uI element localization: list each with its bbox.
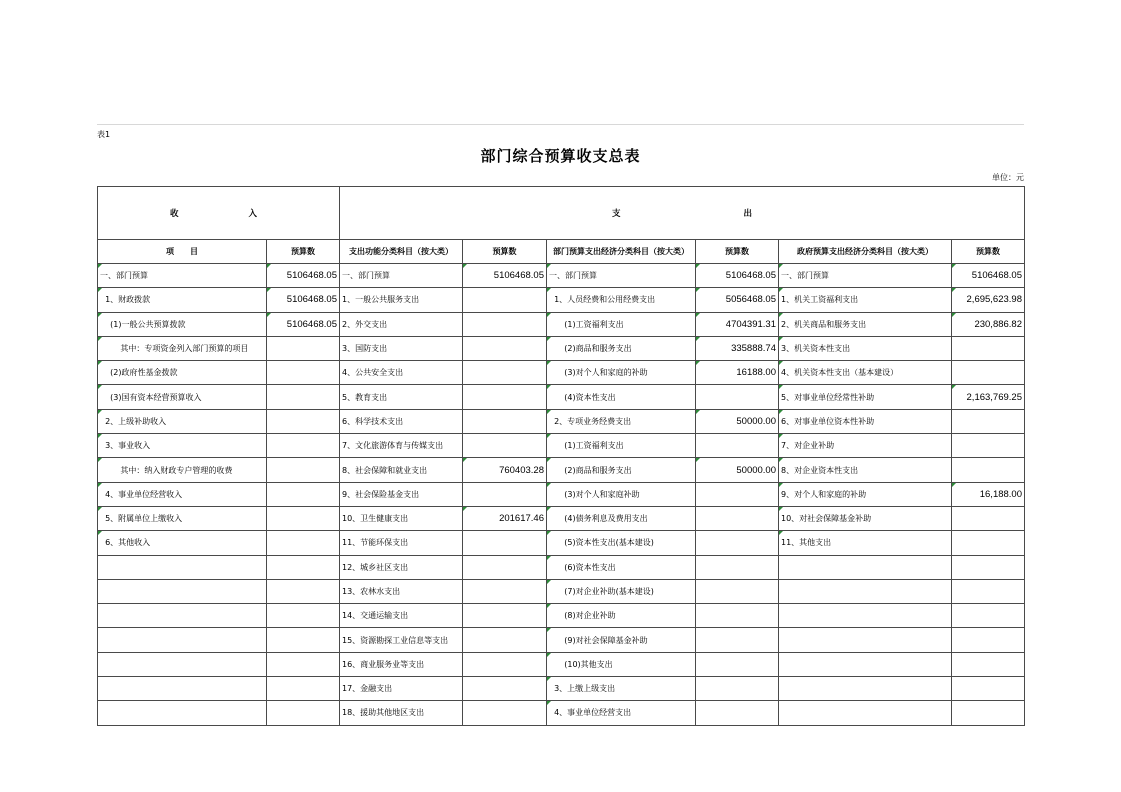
- table-label: 表1: [97, 130, 111, 139]
- budget-cell: [952, 458, 1025, 482]
- budget-cell: [463, 409, 547, 433]
- budget-cell: [952, 555, 1025, 579]
- budget-cell: [696, 385, 779, 409]
- income-header-char-2: 入: [248, 209, 257, 219]
- budget-cell: [696, 677, 779, 701]
- table-row: [98, 482, 1025, 506]
- budget-cell: [696, 628, 779, 652]
- sheet-top-border: [97, 124, 1024, 125]
- item-cell: 6、其他收入: [98, 531, 267, 555]
- col-header-budget: 预算数: [267, 240, 340, 264]
- budget-cell: [463, 434, 547, 458]
- item-cell: 1、机关工资福利支出: [779, 288, 952, 312]
- item-cell: 8、对企业资本性支出: [779, 458, 952, 482]
- item-cell: (1)一般公共预算拨款: [98, 312, 267, 336]
- table-row: [98, 531, 1025, 555]
- item-cell: 一、部门预算: [779, 264, 952, 288]
- budget-cell: [952, 604, 1025, 628]
- budget-cell: [463, 531, 547, 555]
- table-body: [98, 264, 1025, 726]
- budget-cell: [267, 701, 340, 725]
- table-row: [98, 604, 1025, 628]
- expense-header-char-1: 支: [612, 209, 621, 219]
- budget-cell: 5056468.05: [696, 288, 779, 312]
- item-cell: (9)对社会保障基金补助: [547, 628, 696, 652]
- budget-cell: [267, 434, 340, 458]
- budget-cell: 50000.00: [696, 458, 779, 482]
- table-row: [98, 677, 1025, 701]
- item-cell: [779, 677, 952, 701]
- item-cell: 18、援助其他地区支出: [340, 701, 463, 725]
- item-cell: 3、上缴上级支出: [547, 677, 696, 701]
- budget-cell: [463, 336, 547, 360]
- item-cell: (2)商品和服务支出: [547, 458, 696, 482]
- item-cell: 5、对事业单位经常性补助: [779, 385, 952, 409]
- item-cell: 5、附属单位上缴收入: [98, 506, 267, 530]
- item-cell: (3)对个人和家庭的补助: [547, 361, 696, 385]
- page-title: 部门综合预算收支总表: [480, 147, 641, 165]
- item-cell: 4、公共安全支出: [340, 361, 463, 385]
- item-cell: 10、对社会保障基金补助: [779, 506, 952, 530]
- income-header-char-1: 收: [170, 209, 179, 219]
- expense-header: [340, 187, 1025, 240]
- budget-cell: 335888.74: [696, 336, 779, 360]
- budget-cell: 16188.00: [696, 361, 779, 385]
- item-cell: 11、其他支出: [779, 531, 952, 555]
- budget-cell: [952, 652, 1025, 676]
- item-cell: 4、机关资本性支出（基本建设）: [779, 361, 952, 385]
- expense-header-char-2: 出: [743, 209, 752, 219]
- item-cell: [779, 604, 952, 628]
- col-header-dept-econ: 部门预算支出经济分类科目（按大类）: [547, 240, 696, 264]
- budget-cell: [267, 652, 340, 676]
- budget-cell: [952, 506, 1025, 530]
- item-cell: 一、部门预算: [98, 264, 267, 288]
- budget-cell: [696, 482, 779, 506]
- budget-cell: [463, 482, 547, 506]
- table-row: [98, 579, 1025, 603]
- budget-cell: 16,188.00: [952, 482, 1025, 506]
- col-header-budget-2: 预算数: [463, 240, 547, 264]
- item-cell: 12、城乡社区支出: [340, 555, 463, 579]
- header-row-1: [98, 187, 1025, 240]
- budget-cell: [952, 336, 1025, 360]
- item-cell: (2)商品和服务支出: [547, 336, 696, 360]
- budget-cell: 2,695,623.98: [952, 288, 1025, 312]
- item-cell: 3、机关资本性支出: [779, 336, 952, 360]
- item-cell: 其中：纳入财政专户管理的收费: [98, 458, 267, 482]
- budget-cell: [952, 701, 1025, 725]
- item-cell: [779, 628, 952, 652]
- item-cell: 3、国防支出: [340, 336, 463, 360]
- table-row: [98, 506, 1025, 530]
- budget-cell: [952, 677, 1025, 701]
- item-cell: (6)资本性支出: [547, 555, 696, 579]
- budget-cell: [267, 409, 340, 433]
- budget-cell: [952, 531, 1025, 555]
- item-cell: 9、社会保险基金支出: [340, 482, 463, 506]
- budget-cell: [952, 628, 1025, 652]
- item-cell: 1、人员经费和公用经费支出: [547, 288, 696, 312]
- col-header-item: 项 目: [98, 240, 267, 264]
- budget-cell: [696, 604, 779, 628]
- budget-cell: 2,163,769.25: [952, 385, 1025, 409]
- item-cell: [779, 652, 952, 676]
- item-cell: [98, 555, 267, 579]
- item-cell: 1、财政拨款: [98, 288, 267, 312]
- item-cell: 2、机关商品和服务支出: [779, 312, 952, 336]
- budget-cell: [952, 361, 1025, 385]
- table-row: [98, 312, 1025, 336]
- col-header-budget-4: 预算数: [952, 240, 1025, 264]
- table-row: [98, 361, 1025, 385]
- budget-cell: 201617.46: [463, 506, 547, 530]
- budget-cell: [267, 385, 340, 409]
- budget-cell: [696, 555, 779, 579]
- budget-cell: [267, 628, 340, 652]
- item-cell: (8)对企业补助: [547, 604, 696, 628]
- item-cell: 6、对事业单位资本性补助: [779, 409, 952, 433]
- item-cell: (4)债务利息及费用支出: [547, 506, 696, 530]
- table-row: [98, 555, 1025, 579]
- budget-cell: [952, 409, 1025, 433]
- item-cell: [98, 628, 267, 652]
- item-cell: [98, 701, 267, 725]
- item-cell: 13、农林水支出: [340, 579, 463, 603]
- item-cell: 4、事业单位经营支出: [547, 701, 696, 725]
- budget-cell: 230,886.82: [952, 312, 1025, 336]
- item-cell: [98, 677, 267, 701]
- budget-cell: 50000.00: [696, 409, 779, 433]
- item-cell: (2)政府性基金拨款: [98, 361, 267, 385]
- table-row: [98, 336, 1025, 360]
- item-cell: [779, 555, 952, 579]
- item-cell: 其中：专项资金列入部门预算的项目: [98, 336, 267, 360]
- item-cell: 2、上级补助收入: [98, 409, 267, 433]
- budget-cell: [463, 361, 547, 385]
- item-cell: 9、对个人和家庭的补助: [779, 482, 952, 506]
- table-row: [98, 628, 1025, 652]
- budget-cell: [463, 604, 547, 628]
- budget-cell: [267, 458, 340, 482]
- budget-cell: [267, 506, 340, 530]
- item-cell: 2、外交支出: [340, 312, 463, 336]
- item-cell: 一、部门预算: [547, 264, 696, 288]
- item-cell: (3)对个人和家庭补助: [547, 482, 696, 506]
- item-cell: (10)其他支出: [547, 652, 696, 676]
- budget-cell: [463, 677, 547, 701]
- budget-cell: [463, 579, 547, 603]
- budget-cell: 760403.28: [463, 458, 547, 482]
- table-row: [98, 652, 1025, 676]
- budget-cell: [463, 312, 547, 336]
- budget-cell: 5106468.05: [696, 264, 779, 288]
- budget-cell: 5106468.05: [267, 288, 340, 312]
- budget-cell: [696, 434, 779, 458]
- table-row: [98, 264, 1025, 288]
- item-cell: 14、交通运输支出: [340, 604, 463, 628]
- budget-cell: [463, 555, 547, 579]
- income-header: [98, 187, 340, 240]
- item-cell: 7、对企业补助: [779, 434, 952, 458]
- item-cell: 4、事业单位经营收入: [98, 482, 267, 506]
- item-cell: 16、商业服务业等支出: [340, 652, 463, 676]
- budget-cell: [267, 604, 340, 628]
- budget-cell: [267, 361, 340, 385]
- budget-summary-table: [97, 186, 1025, 726]
- budget-cell: [267, 677, 340, 701]
- budget-cell: [267, 555, 340, 579]
- item-cell: 11、节能环保支出: [340, 531, 463, 555]
- budget-cell: [463, 701, 547, 725]
- item-cell: 10、卫生健康支出: [340, 506, 463, 530]
- budget-cell: 4704391.31: [696, 312, 779, 336]
- budget-cell: [463, 288, 547, 312]
- item-cell: 5、教育支出: [340, 385, 463, 409]
- item-cell: [779, 701, 952, 725]
- budget-cell: 5106468.05: [267, 264, 340, 288]
- item-cell: 17、金融支出: [340, 677, 463, 701]
- col-header-gov-econ: 政府预算支出经济分类科目（按大类）: [779, 240, 952, 264]
- unit-label: 单位：元: [992, 173, 1024, 182]
- budget-cell: [952, 579, 1025, 603]
- item-cell: [98, 579, 267, 603]
- item-cell: (7)对企业补助(基本建设): [547, 579, 696, 603]
- item-cell: 15、资源勘探工业信息等支出: [340, 628, 463, 652]
- budget-cell: 5106468.05: [267, 312, 340, 336]
- item-cell: (4)资本性支出: [547, 385, 696, 409]
- item-cell: (5)资本性支出(基本建设): [547, 531, 696, 555]
- item-cell: 一、部门预算: [340, 264, 463, 288]
- budget-cell: [696, 506, 779, 530]
- item-cell: (3)国有资本经营预算收入: [98, 385, 267, 409]
- budget-cell: 5106468.05: [952, 264, 1025, 288]
- col-header-budget-3: 预算数: [696, 240, 779, 264]
- budget-cell: [463, 652, 547, 676]
- item-cell: [98, 652, 267, 676]
- budget-cell: [463, 628, 547, 652]
- table-row: [98, 409, 1025, 433]
- table-row: [98, 701, 1025, 725]
- item-cell: 8、社会保障和就业支出: [340, 458, 463, 482]
- table-row: [98, 434, 1025, 458]
- col-header-func: 支出功能分类科目（按大类）: [340, 240, 463, 264]
- table-row: [98, 458, 1025, 482]
- table-row: [98, 385, 1025, 409]
- budget-cell: [696, 652, 779, 676]
- item-cell: 7、文化旅游体育与传媒支出: [340, 434, 463, 458]
- item-cell: [779, 579, 952, 603]
- item-cell: 3、事业收入: [98, 434, 267, 458]
- budget-cell: [267, 336, 340, 360]
- item-cell: 2、专项业务经费支出: [547, 409, 696, 433]
- budget-cell: [952, 434, 1025, 458]
- header-row-2: [98, 240, 1025, 264]
- budget-cell: [463, 385, 547, 409]
- budget-cell: [267, 579, 340, 603]
- item-cell: 1、一般公共服务支出: [340, 288, 463, 312]
- item-cell: (1)工资福利支出: [547, 312, 696, 336]
- item-cell: (1)工资福利支出: [547, 434, 696, 458]
- table-row: [98, 288, 1025, 312]
- budget-cell: [696, 531, 779, 555]
- budget-cell: [696, 579, 779, 603]
- budget-cell: [267, 482, 340, 506]
- item-cell: 6、科学技术支出: [340, 409, 463, 433]
- budget-cell: [696, 701, 779, 725]
- budget-cell: 5106468.05: [463, 264, 547, 288]
- budget-cell: [267, 531, 340, 555]
- item-cell: [98, 604, 267, 628]
